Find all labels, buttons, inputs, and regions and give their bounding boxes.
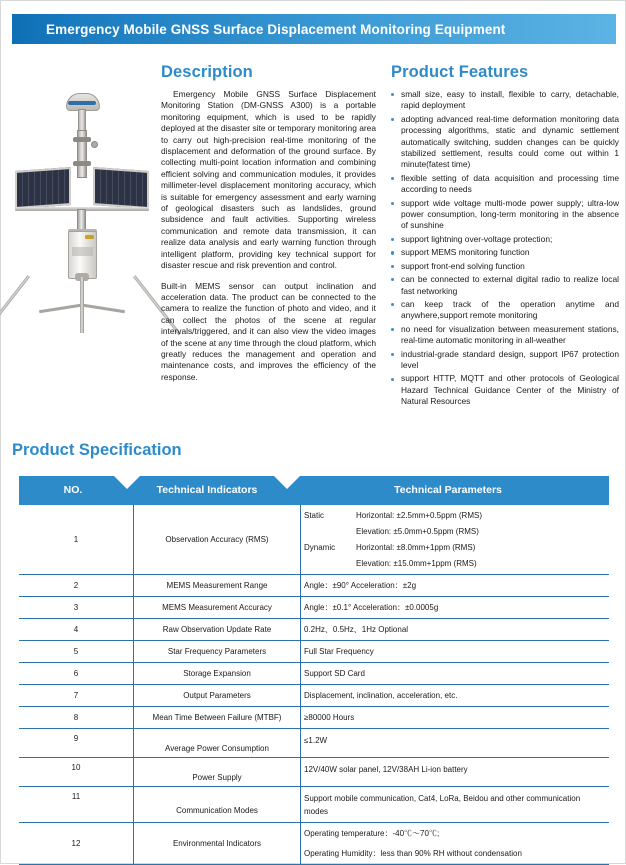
feature-text: flexible setting of data acquisition and processing time according to needs [401, 172, 619, 195]
row-indicator-label: Communication Modes [176, 805, 258, 815]
row-parameter: Angle：±90° Acceleration：±2g [301, 575, 610, 597]
mast-knob [91, 141, 98, 148]
bullet-icon [391, 328, 394, 331]
row-indicator-label: Average Power Consumption [165, 744, 269, 753]
bullet-icon [391, 177, 394, 180]
bullet-icon [391, 378, 394, 381]
table-row [19, 729, 609, 758]
feature-text: support lightning over-voltage protection; [401, 233, 553, 244]
row-indicator: Star Frequency Parameters [134, 641, 301, 663]
row-parameter: 0.2Hz、0.5Hz、1Hz Optional [301, 619, 610, 641]
row-indicator: Raw Observation Update Rate [134, 619, 301, 641]
row-indicator [134, 758, 301, 787]
row-parameter: ≥80000 Hours [301, 707, 610, 729]
description-section [161, 63, 376, 392]
row-number: 3 [19, 597, 134, 619]
row-indicator: MEMS Measurement Accuracy [134, 597, 301, 619]
feature-text: support MEMS monitoring function [401, 247, 530, 258]
row-parameter: Displacement, inclination, acceleration, etc. [301, 685, 610, 707]
environment-line: Operating temperature：-40℃～70℃; [304, 829, 440, 838]
feature-text: industrial-grade standard design, support IP67 protection level [401, 348, 619, 370]
row-parameter: Support SD Card [301, 663, 610, 685]
feature-item [391, 198, 619, 232]
row-number: 10 [19, 758, 134, 787]
bullet-icon [391, 303, 394, 306]
feature-text: support HTTP, MQTT and other protocols of Geological Hazard Technical Guidance Center of the Ministry of Natural Resources [401, 373, 619, 407]
table-row [19, 758, 609, 787]
bullet-icon [391, 93, 394, 96]
solar-panel-right [93, 167, 149, 209]
row-indicator [134, 787, 301, 823]
feature-text: support wide voltage multi-mode power supply; ultra-low power consumption, long-term monitoring in the absence of sunshine [401, 197, 619, 231]
row-indicator: Environmental Indicators [134, 823, 301, 865]
bullet-icon [391, 238, 394, 241]
bullet-icon [391, 202, 394, 205]
environment-line: Operating Humidity：less than 90% RH without condensation [304, 849, 522, 858]
controller-box-tag [85, 235, 94, 239]
feature-text: no need for visualization between measurement stations, real-time automatic monitoring in all-weather [401, 323, 619, 346]
accuracy-value: Elevation: ±15.0mm+1ppm (RMS) [356, 559, 477, 568]
column-header-parameters: Technical Parameters [394, 484, 502, 496]
table-row [19, 641, 609, 663]
antenna-neck [78, 109, 86, 131]
description-paragraph-1: Emergency Mobile GNSS Surface Displacement Monitoring Station (DM-GNSS A300) is a portable monitoring equipment, which is used to be rapidly deployed at the disaster site or temporary monitoring area to carry out high-precision real-time monitoring of the displacement and deformation of the ground surface. By collecting multi-point location information and combining efficient solving and communication modules, it provides millimeter-level displacement monitoring accuracy, which is suitable for emergency assessment and early warning of geological disasters such as landslides, ground subsidence and fault activities. Supporting wireless communication and remote data transmission, it can realize data analysis and early warning function through intelligent platform, providing key technical support for disaster rescue and risk prevention and control. [161, 89, 376, 271]
feature-item [391, 89, 619, 112]
table-row [19, 823, 609, 865]
row-indicator: Storage Expansion [134, 663, 301, 685]
bullet-icon [391, 251, 394, 254]
description-heading: Description [161, 63, 253, 81]
accuracy-grid [304, 509, 606, 570]
page-title: Emergency Mobile GNSS Surface Displacement Monitoring Equipment [46, 21, 506, 37]
feature-item [391, 274, 619, 297]
table-row [19, 663, 609, 685]
row-indicator: MEMS Measurement Range [134, 575, 301, 597]
row-indicator-label: Power Supply [192, 773, 242, 782]
table-row [19, 619, 609, 641]
bullet-icon [391, 265, 394, 268]
feature-text: small size, easy to install, flexible to carry, detachable, rapid deployment [401, 89, 619, 111]
feature-item [391, 373, 619, 407]
row-number: 6 [19, 663, 134, 685]
accuracy-value: Elevation: ±5.0mm+0.5ppm (RMS) [356, 527, 479, 536]
row-number: 7 [19, 685, 134, 707]
specification-table-header [19, 476, 609, 505]
row-parameter: Angle：±0.1° Acceleration：±0.0005g [301, 597, 610, 619]
description-paragraph-2: Built-in MEMS sensor can output inclination and acceleration data. The product can be connected to the camera to realize the function of photo and video, and it can collect the photos of the scene at regular intervals/triggered, and it can also view the video images of the scene at any time through the cloud platform, which greatly reduces the management and operation and maintenance costs, and improves the efficiency of the response. [161, 280, 376, 382]
specification-table [19, 505, 609, 865]
feature-text: can keep track of the operation anytime and anywhere,support remote monitoring [401, 298, 619, 321]
controller-box-label [72, 247, 93, 256]
product-image [9, 85, 155, 335]
column-header-no: NO. [63, 484, 83, 496]
specification-heading: Product Specification [12, 441, 182, 459]
column-header-indicators: Technical Indicators [156, 484, 258, 496]
row-parameter [301, 505, 610, 575]
feature-text: adopting advanced real-time deformation monitoring data processing algorithms, static and dynamic settlement automatically switching, sudden changes can be quickly stabilized settlement, results could come out within 1 minute(fatest time) [401, 113, 619, 170]
features-section [391, 63, 619, 410]
feature-item [391, 324, 619, 347]
upper-content [1, 63, 626, 435]
row-indicator: Mean Time Between Failure (MTBF) [134, 707, 301, 729]
row-number: 11 [19, 787, 134, 823]
row-number: 8 [19, 707, 134, 729]
solar-panel-left [15, 167, 71, 209]
specification-table-wrapper [19, 476, 609, 865]
table-row [19, 685, 609, 707]
feature-text: can be connected to external digital radio to realize local fast networking [401, 274, 619, 296]
row-number: 2 [19, 575, 134, 597]
row-indicator: Output Parameters [134, 685, 301, 707]
feature-item [391, 247, 619, 258]
feature-item [391, 261, 619, 272]
row-parameter: Support mobile communication, Cat4, LoRa, Beidou and other communication modes [301, 787, 610, 823]
antenna-band [68, 101, 96, 105]
table-row [19, 707, 609, 729]
mast-clamp-lower [73, 161, 91, 166]
bullet-icon [391, 353, 394, 356]
row-parameter: ≤1.2W [301, 729, 610, 758]
feature-item [391, 349, 619, 372]
accuracy-mode: Dynamic [304, 543, 336, 552]
feature-item [391, 173, 619, 196]
accuracy-mode: Static [304, 511, 325, 520]
features-heading: Product Features [391, 63, 529, 81]
accuracy-value: Horizontal: ±8.0mm+1ppm (RMS) [356, 543, 476, 552]
feature-item [391, 114, 619, 171]
bullet-icon [391, 118, 394, 121]
bullet-icon [391, 278, 394, 281]
features-list [391, 89, 619, 408]
row-number: 12 [19, 823, 134, 865]
row-parameter: Full Star Frequency [301, 641, 610, 663]
gnss-station-illustration [9, 85, 155, 335]
table-row [19, 575, 609, 597]
row-number: 4 [19, 619, 134, 641]
accuracy-value: Horizontal: ±2.5mm+0.5ppm (RMS) [356, 511, 482, 520]
row-number: 9 [19, 729, 134, 758]
feature-text: support front-end solving function [401, 260, 525, 271]
table-row [19, 597, 609, 619]
feature-item [391, 234, 619, 245]
row-indicator: Observation Accuracy (RMS) [134, 505, 301, 575]
row-number: 1 [19, 505, 134, 575]
row-number: 5 [19, 641, 134, 663]
page-header-banner [12, 14, 616, 44]
feature-item [391, 299, 619, 322]
mast-clamp-upper [73, 137, 91, 142]
table-row [19, 787, 609, 823]
table-row [19, 505, 609, 575]
row-indicator [134, 729, 301, 758]
row-parameter: 12V/40W solar panel, 12V/38AH Li-ion battery [301, 758, 610, 787]
row-parameter [301, 823, 610, 865]
